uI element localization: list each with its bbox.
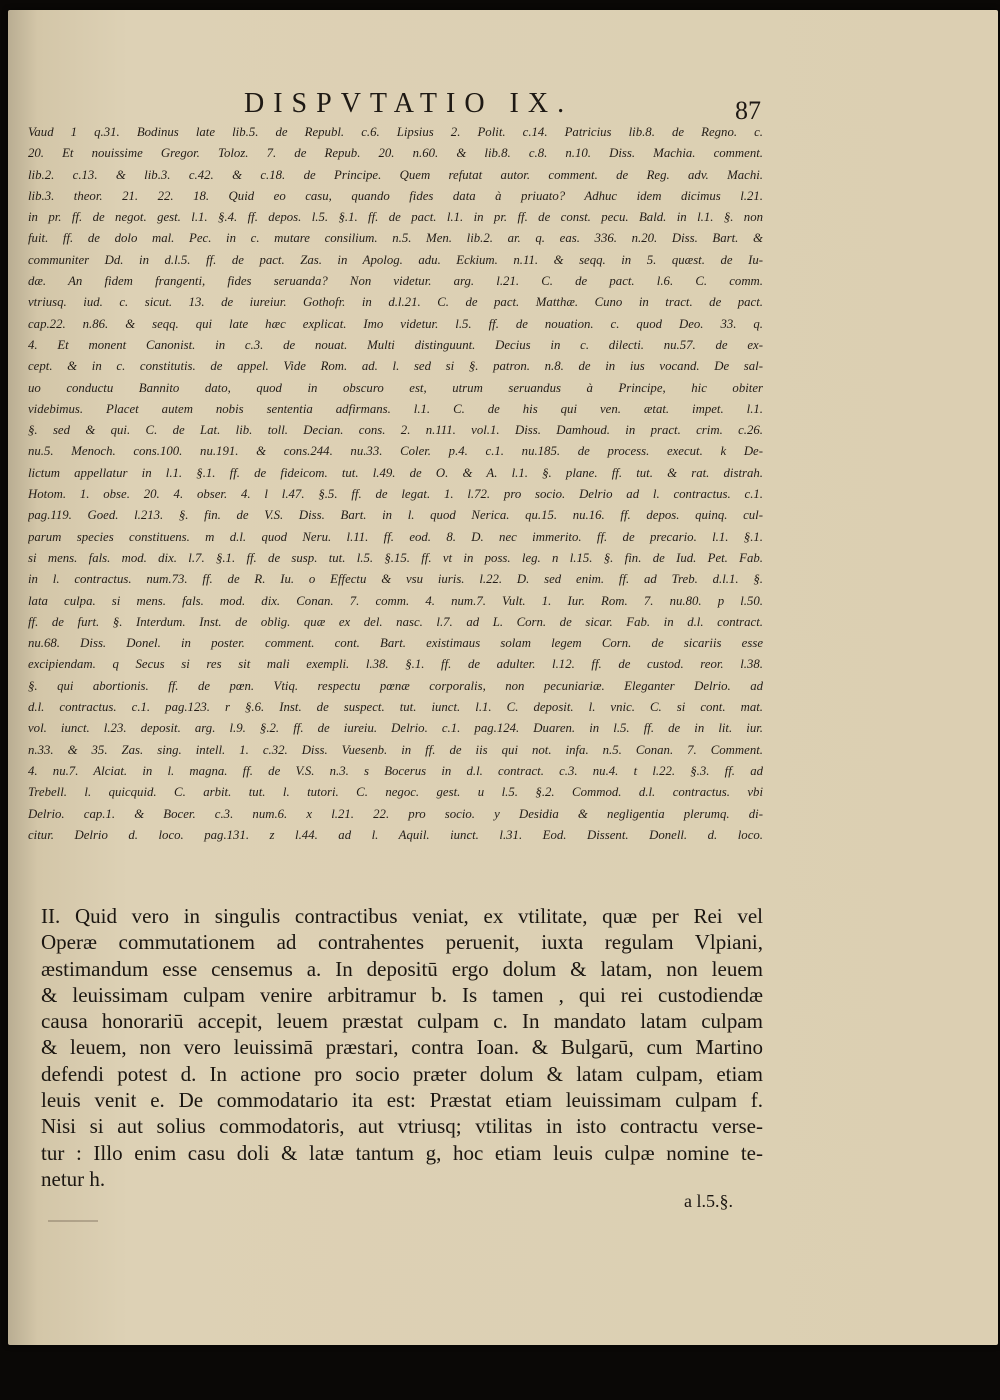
note-line: ff. de furt. §. Interdum. Inst. de oblig. quæ ex del. nasc. l.7. ad L. Corn. de sicar. Fab. in d.l. contract. <box>28 614 763 629</box>
note-line: pag.119. Goed. l.213. §. fin. de V.S. Diss. Bart. in l. quod Nerica. qu.15. nu.16. ff. depos. quinq. cul- <box>28 508 763 523</box>
note-line: 4. nu.7. Alciat. in l. magna. ff. de V.S. n.3. s Bocerus in d.l. contract. c.3. nu.4. t l.22. §.3. ff. ad <box>28 763 763 778</box>
body-line: defendi potest d. In actione pro socio præter dolum & latam culpam, etiam <box>41 1061 763 1086</box>
body-line: tur : Illo enim casu doli & latæ tantum g, hoc etiam leuis culpæ nomine te- <box>41 1140 763 1165</box>
note-line: in l. contractus. num.73. ff. de R. Iu. o Effectu & vsu iuris. l.22. D. sed enim. ff. ad Treb. d.l.1. §. <box>28 572 763 587</box>
body-line: II. Quid vero in singulis contractibus veniat, ex vtilitate, quæ per Rei vel <box>41 904 763 928</box>
note-line: Delrio. cap.1. & Bocer. c.3. num.6. x l.21. 22. pro socio. y Desidia & negligentia plerumq. di- <box>28 806 763 821</box>
note-line: excipiendam. q Secus si res sit mali exempli. l.38. §.1. ff. de adulter. l.12. ff. de custod. reor. l.38. <box>28 657 763 672</box>
note-line: in pr. ff. de negot. gest. l.1. §.4. ff. depos. l.5. §.1. ff. de pact. l.1. in pr. ff. de const. pecu. Bald. in l.1. §. non <box>28 210 763 225</box>
note-line: §. qui abortionis. ff. de pœn. Vtiq. respectu pœnæ corporalis, non pecuniariæ. Eleganter Delrio. ad <box>28 678 763 693</box>
note-line: Vaud 1 q.31. Bodinus late lib.5. de Republ. c.6. Lipsius 2. Polit. c.14. Patricius lib.8. de Regno. c. <box>28 125 763 139</box>
main-paragraph <box>41 903 763 1192</box>
note-line: vtriusq. iud. c. sicut. 13. de iureiur. Gothofr. in d.l.21. C. de pact. Matthæ. Cuno in tract. de pact. <box>28 295 763 310</box>
note-line: 20. Et nouissime Gregor. Toloz. 7. de Repub. 20. n.60. & lib.8. c.8. n.10. Diss. Machia. comment. <box>28 146 763 161</box>
note-line: n.33. & 35. Zas. sing. intell. 1. c.32. Diss. Vuesenb. in ff. de iis qui not. infa. n.5. Conan. 7. Comment. <box>28 742 763 757</box>
note-line: §. sed & qui. C. de Lat. lib. toll. Decian. cons. 2. n.111. vol.1. Diss. Damhoud. in pract. crim. c.26. <box>28 423 763 438</box>
note-line: uo conductu Bannito dato, quod in obscuro est, utrum seruandus à Principe, hic obiter <box>28 380 763 395</box>
note-line: lib.3. theor. 21. 22. 18. Quid eo casu, quando fides data à priuato? Adhuc idem dicimus l.21. <box>28 188 763 203</box>
note-line: videbimus. Placet autem nobis sententia adfirmans. l.1. C. de his qui ven. ætat. impet. l.1. <box>28 401 763 416</box>
note-line: lib.2. c.13. & lib.3. c.42. & c.18. de Principe. Quem refutat autor. comment. de Reg. adv. Machi. <box>28 167 763 182</box>
book-page <box>8 10 998 1345</box>
note-line: lictum appellatur in l.1. §.1. ff. de fideicom. tut. l.49. de O. & A. l.1. §. plane. ff. tut. & rat. distrah. <box>28 465 763 480</box>
note-line: citur. Delrio d. loco. pag.131. z l.44. ad l. Aquil. iunct. l.31. Eod. Dissent. Donell. d. loco. <box>28 827 763 842</box>
page-number: 87 <box>735 96 761 125</box>
note-line: 4. Et monent Canonist. in c.3. de nouat. Multi distinguunt. Decius in c. dilecti. nu.57. de ex- <box>28 337 763 352</box>
note-line: cap.22. n.86. & seqq. qui late hæc explicat. Imo videtur. l.5. ff. de nouation. c. quod Deo. 33. q. <box>28 316 763 331</box>
note-line: dæ. An fidem frangenti, fides seruanda? Non videtur. arg. l.21. C. de pact. l.6. C. comm. <box>28 274 763 289</box>
body-line: causa honorariū accepit, leuem præstat culpam c. In mandato latam culpam <box>41 1009 763 1034</box>
note-line: communiter Dd. in d.l.5. ff. de pact. Zas. in Apolog. adu. Eckium. n.11. & seqq. in 5. quæst. de Iu- <box>28 252 763 267</box>
note-line: si mens. fals. mod. dix. l.7. §.1. ff. de susp. tut. l.5. §.15. ff. vt in poss. leg. n l.15. §. fin. de Iud. Pet. Fab. <box>28 550 763 565</box>
body-line: netur h. <box>41 1166 106 1191</box>
footnotes-block <box>28 122 763 846</box>
note-line: nu.5. Menoch. cons.100. nu.191. & cons.244. nu.33. Coler. p.4. c.1. nu.185. de process. execut. k De- <box>28 444 763 459</box>
note-line: cept. & in c. constitutis. de appel. Vide Rom. ad. l. sed si §. patron. n.8. de in ius vocand. De sal- <box>28 359 763 374</box>
note-line: Hotom. 1. obse. 20. 4. obser. 4. l l.47. §.5. ff. de legat. 1. l.72. pro socio. Delrio ad l. contractus. c.1. <box>28 487 763 502</box>
body-line: Operæ commutationem ad contrahentes peruenit, iuxta regulam Vlpiani, <box>41 930 763 955</box>
note-line: nu.68. Diss. Donel. in poster. comment. cont. Bart. existimaus solam legem Corn. de sicariis esse <box>28 636 763 651</box>
catchword: a l.5.§. <box>684 1191 733 1211</box>
note-line: fuit. ff. de dolo mal. Pec. in c. mutare consilium. n.5. Men. lib.2. ar. q. eas. 336. n.20. Diss. Bart. & <box>28 231 763 246</box>
body-line: Nisi si aut solius commodatoris, aut vtriusq; vtilitas in isto contractu verse- <box>41 1114 763 1139</box>
body-line: & leuissimam culpam venire arbitramur b. Is tamen , qui rei custodiendæ <box>41 982 763 1007</box>
ink-bleed-mark <box>48 1220 98 1222</box>
page-title: DISPVTATIO IX. <box>244 88 574 119</box>
note-line: parum species constituens. m d.l. quod Neru. l.11. ff. eod. 8. D. nec immerito. ff. de precario. l.1. §.1. <box>28 529 763 544</box>
body-line: æstimandum esse censemus a. In depositū ergo dolum & latam, non leuem <box>41 956 763 981</box>
note-line: vol. iunct. l.23. deposit. arg. l.9. §.2. ff. de iureiu. Delrio. c.1. pag.124. Duaren. in l.5. ff. de in lit. iur. <box>28 721 763 736</box>
note-line: lata culpa. si mens. fals. mod. dix. Conan. 7. comm. 4. num.7. Vult. 1. Iur. Rom. 7. nu.80. p l.50. <box>28 593 763 608</box>
note-line: d.l. contractus. c.1. pag.123. r §.6. Inst. de suspect. tut. iunct. l.1. C. deposit. l. vnic. C. si cont. mat. <box>28 700 763 715</box>
running-head <box>8 88 998 125</box>
body-line: & leuem, non vero leuissimā præstari, contra Ioan. & Bulgarū, cum Martino <box>41 1035 763 1060</box>
body-line: leuis venit e. De commodatario ita est: Præstat etiam leuissimam culpam f. <box>41 1088 763 1113</box>
note-line: Trebell. l. quicquid. C. arbit. tut. l. tutori. C. negoc. gest. u l.5. §.2. Commod. d.l. contractus. vbi <box>28 785 763 800</box>
